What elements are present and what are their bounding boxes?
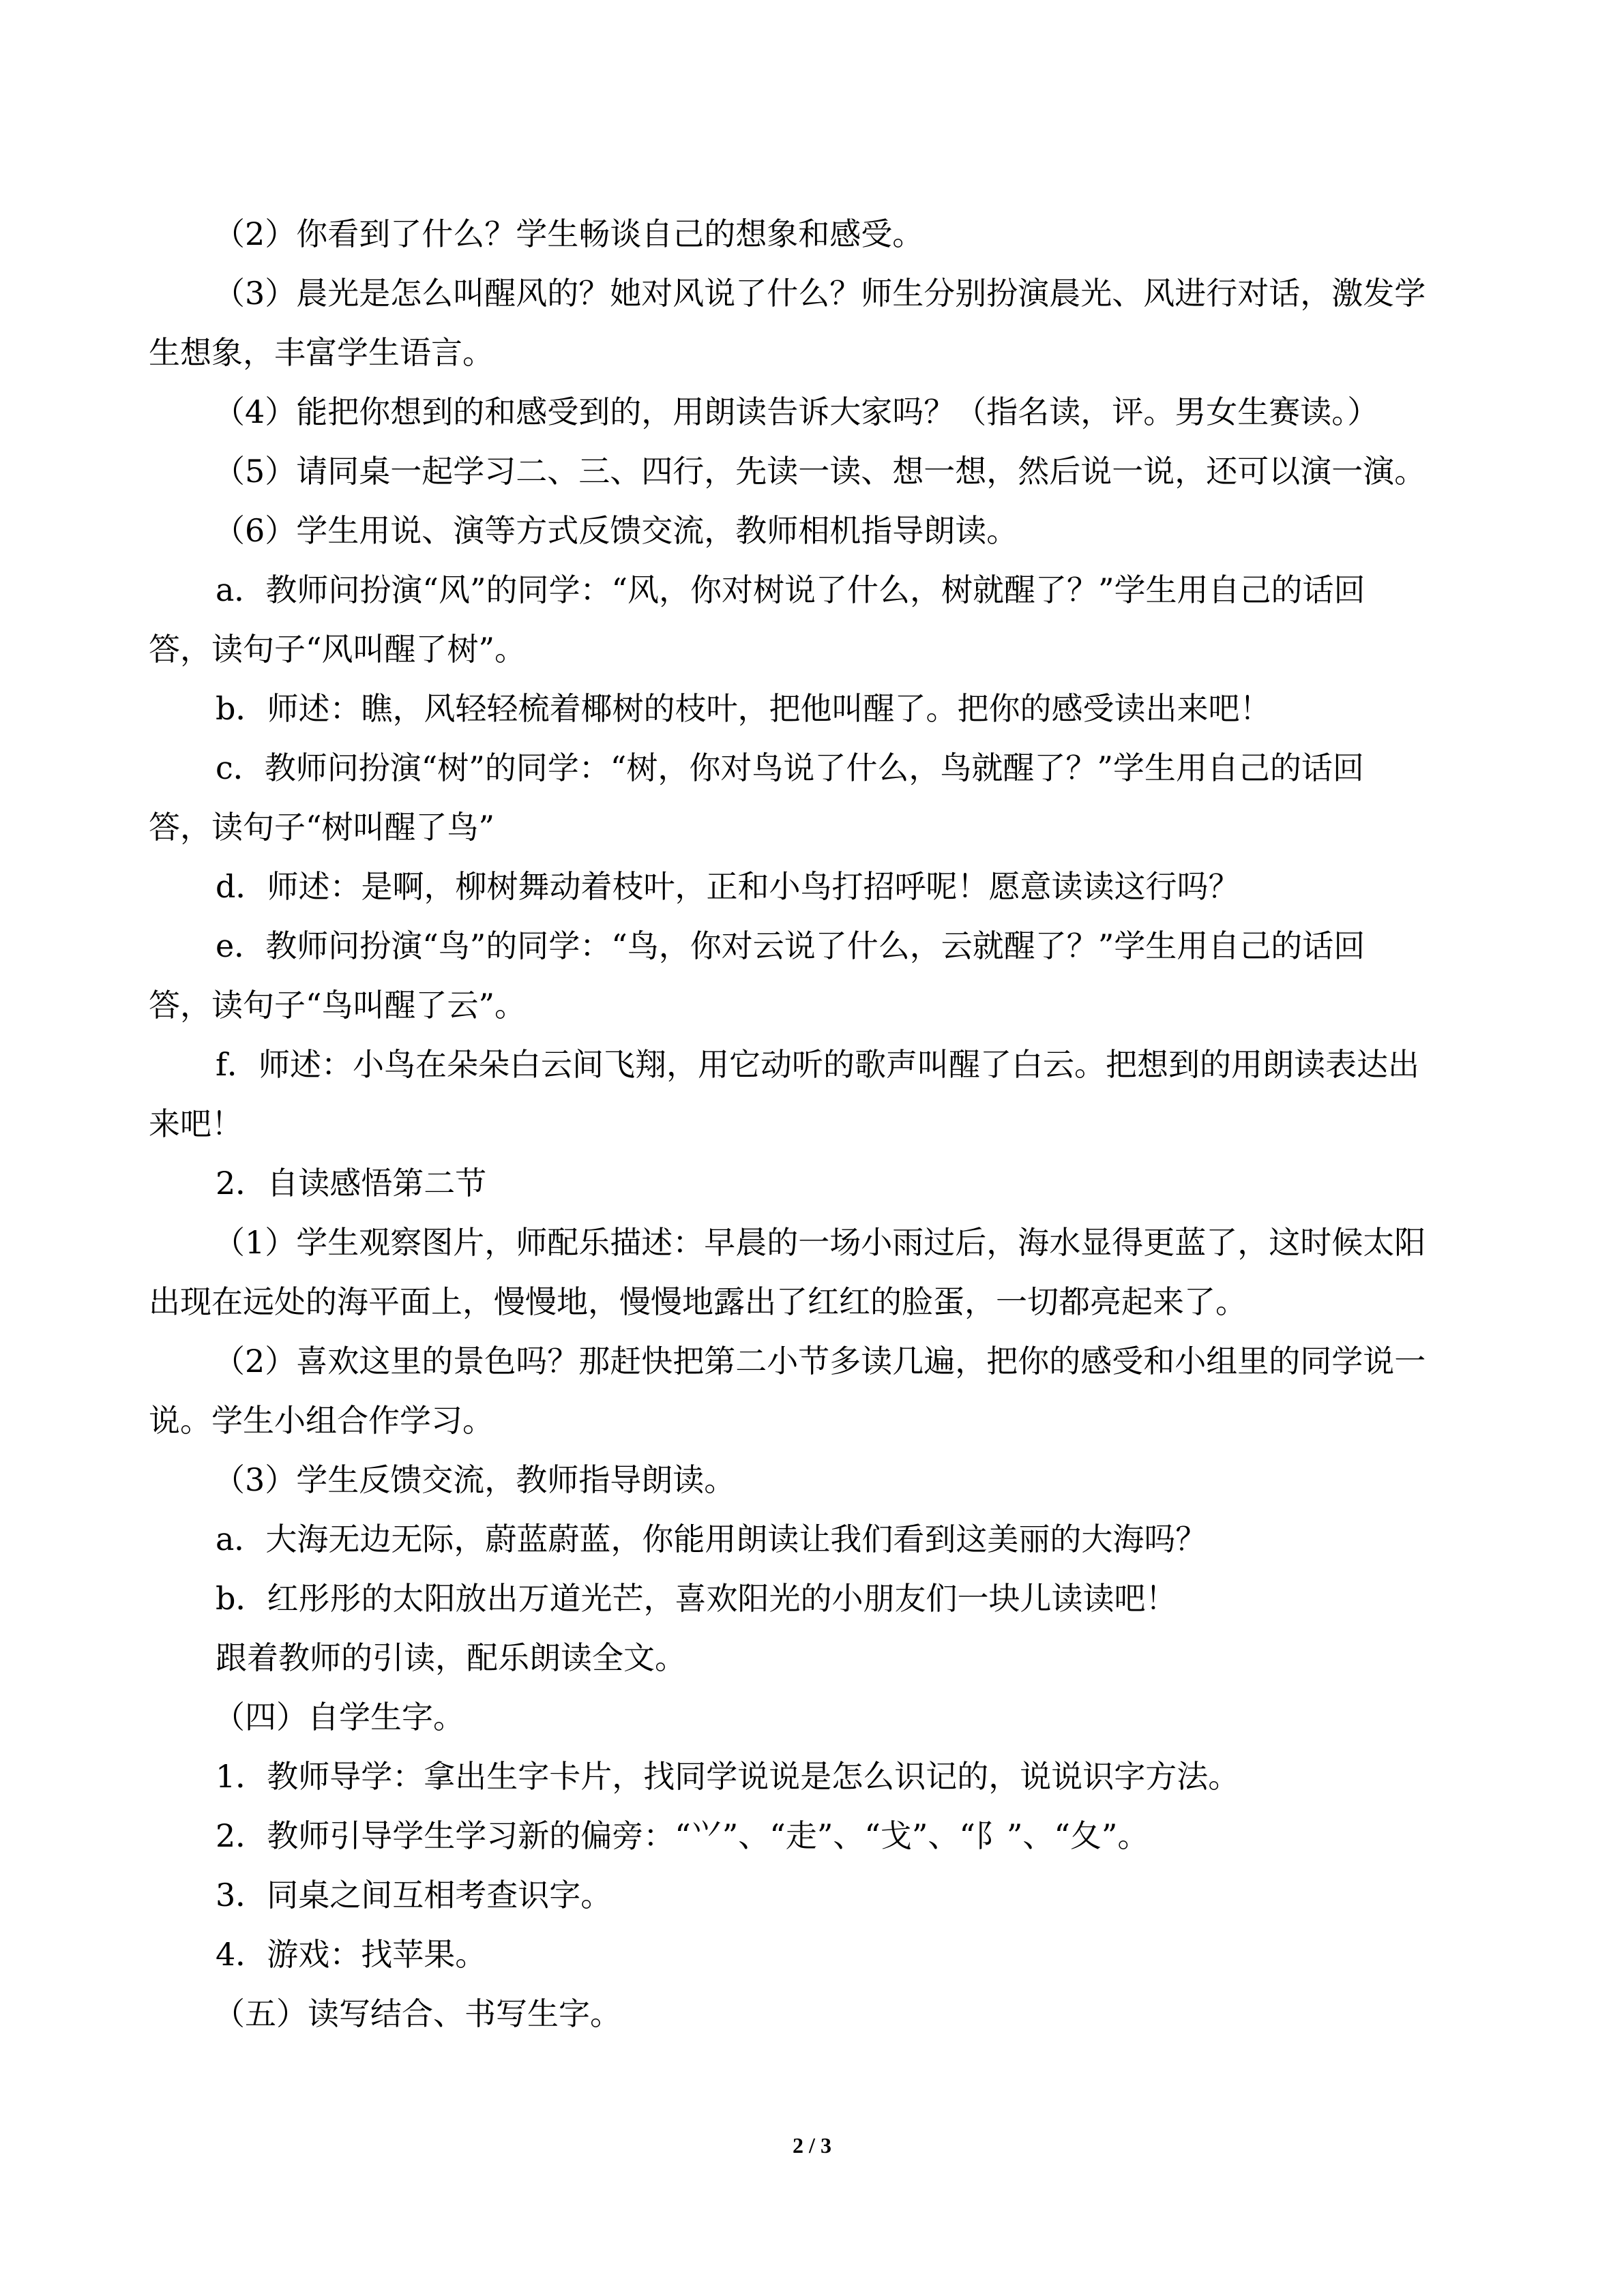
paragraph-line: （3）晨光是怎么叫醒风的？她对风说了什么？师生分别扮演晨光、风进行对话，激发学 xyxy=(213,275,1426,312)
paragraph-line: e．教师问扮演“鸟”的同学：“鸟，你对云说了什么，云就醒了？”学生用自己的话回 xyxy=(216,927,1365,964)
paragraph-line: c．教师问扮演“树”的同学：“树，你对鸟说了什么，鸟就醒了？”学生用自己的话回 xyxy=(216,749,1364,786)
page-number: 2 / 3 xyxy=(793,2133,831,2158)
paragraph-line: 答，读句子“风叫醒了树”。 xyxy=(149,631,527,668)
paragraph-line: a．教师问扮演“风”的同学：“风，你对树说了什么，树就醒了？”学生用自己的话回 xyxy=(216,571,1365,608)
section-heading: （五）读写结合、书写生字。 xyxy=(213,1995,621,2032)
paragraph-line: b．红彤彤的太阳放出万道光芒，喜欢阳光的小朋友们一块儿读读吧！ xyxy=(216,1580,1177,1617)
paragraph-line: 说。学生小组合作学习。 xyxy=(149,1402,494,1439)
paragraph-line: 答，读句子“树叫醒了鸟” xyxy=(149,809,495,846)
paragraph-line: （2）你看到了什么？学生畅谈自己的想象和感受。 xyxy=(213,215,924,252)
paragraph-line: （6）学生用说、演等方式反馈交流，教师相机指导朗读。 xyxy=(213,512,1018,549)
paragraph-line: 来吧！ xyxy=(149,1105,243,1142)
paragraph-line: 跟着教师的引读，配乐朗读全文。 xyxy=(216,1639,686,1676)
paragraph-line: 1．教师导学：拿出生字卡片，找同学说说是怎么识记的，说说识字方法。 xyxy=(216,1758,1240,1795)
paragraph-line: （3）学生反馈交流，教师指导朗读。 xyxy=(213,1461,736,1498)
paragraph-line: 4．游戏：找苹果。 xyxy=(216,1936,487,1973)
paragraph-line: （4）能把你想到的和感受到的，用朗读告诉大家吗？（指名读，评。男女生赛读。） xyxy=(213,393,1379,430)
paragraph-line: 3．同桌之间互相考查识字。 xyxy=(216,1877,612,1913)
paragraph-line: 2．自读感悟第二节 xyxy=(216,1165,487,1202)
paragraph-line: （1）学生观察图片，师配乐描述：早晨的一场小雨过后，海水显得更蓝了，这时候太阳 xyxy=(213,1224,1426,1261)
paragraph-line: 生想象，丰富学生语言。 xyxy=(149,334,494,371)
paragraph-line: （5）请同桌一起学习二、三、四行，先读一读、想一想，然后说一说，还可以演一演。 xyxy=(213,453,1426,490)
section-heading: （四）自学生字。 xyxy=(213,1699,464,1735)
paragraph-line: a．大海无边无际，蔚蓝蔚蓝，你能用朗读让我们看到这美丽的大海吗？ xyxy=(216,1521,1207,1557)
paragraph-line: 2．教师引导学生学习新的偏旁：“⺍”、“走”、“戈”、“阝”、“夂”。 xyxy=(216,1817,1149,1854)
paragraph-line: 答，读句子“鸟叫醒了云”。 xyxy=(149,987,527,1024)
paragraph-line: b．师述：瞧，风轻轻梳着椰树的枝叶，把他叫醒了。把你的感受读出来吧！ xyxy=(216,690,1271,727)
paragraph-line: d．师述：是啊，柳树舞动着枝叶，正和小鸟打招呼呢！愿意读读这行吗？ xyxy=(216,868,1240,905)
paragraph-line: f．师述：小鸟在朵朵白云间飞翔，用它动听的歌声叫醒了白云。把想到的用朗读表达出 xyxy=(216,1046,1420,1083)
paragraph-line: （2）喜欢这里的景色吗？那赶快把第二小节多读几遍，把你的感受和小组里的同学说一 xyxy=(213,1343,1426,1380)
paragraph-line: 出现在远处的海平面上，慢慢地，慢慢地露出了红红的脸蛋，一切都亮起来了。 xyxy=(149,1283,1247,1320)
